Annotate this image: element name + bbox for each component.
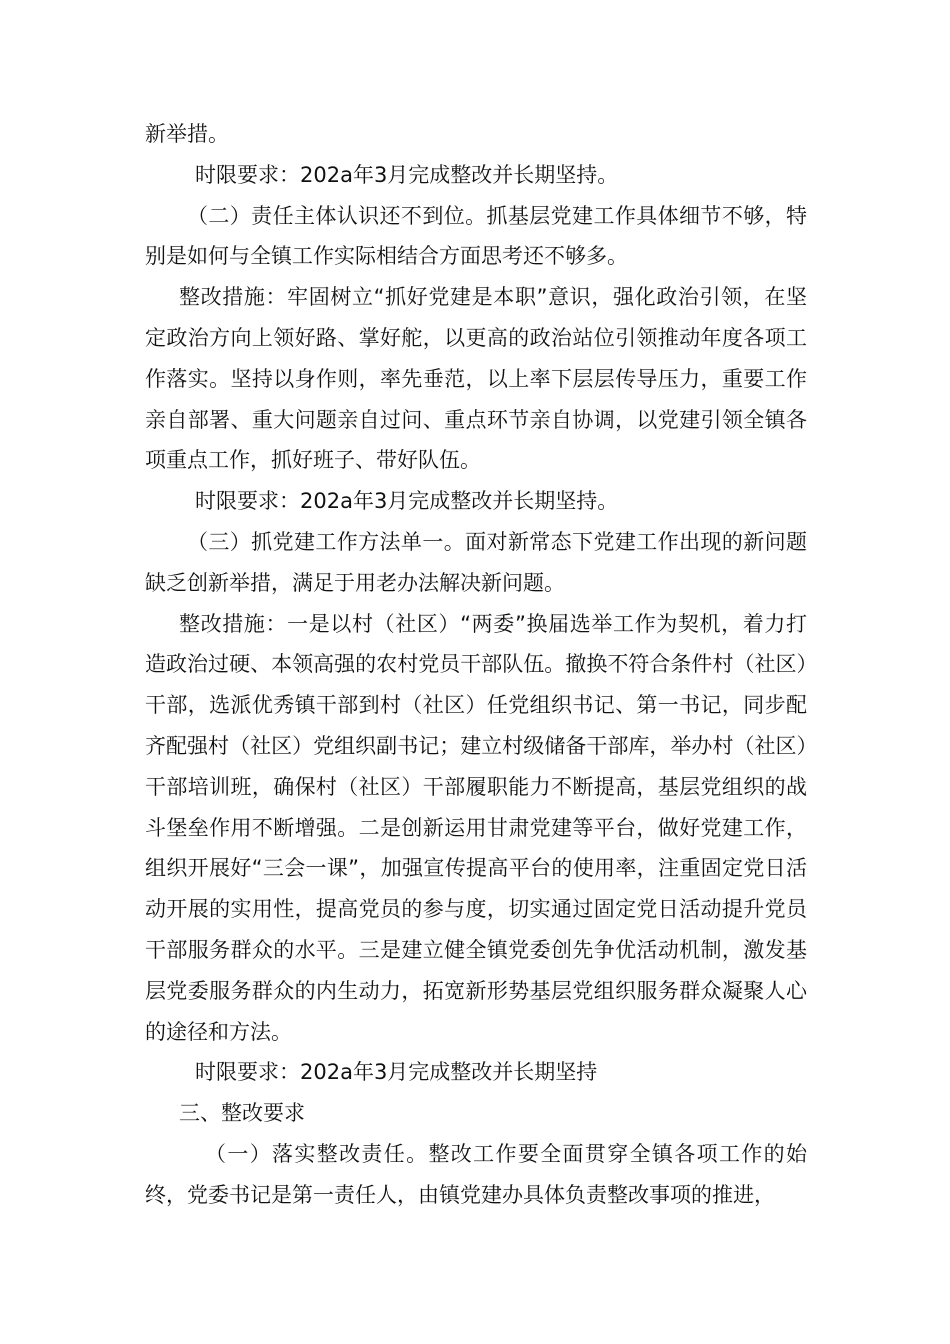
deadline-requirement-1: 时限要求：202a年3月完成整改并长期坚持。	[195, 162, 619, 187]
issue-heading-2: （二）责任主体认识还不到位。抓基层党建工作具体细节不够，特别是如何与全镇工作实际相结合方面思考还不够多。	[145, 203, 807, 269]
issue-heading-3: （三）抓党建工作方法单一。面对新常态下党建工作出现的新问题缺乏创新举措，满足于用老办法解决新问题。	[145, 529, 807, 595]
rectification-measures-3: 整改措施：一是以村（社区）“两委”换届选举工作为契机，着力打造政治过硬、本领高强的农村党员干部队伍。撤换不符合条件村（社区）干部，选派优秀镇干部到村（社区）任党组织书记、第一书记，同步配齐配强村（社区）党组织副书记；建立村级储备干部库，举办村（社区）干部培训班，确保村（社区）干部履职能力不断提高，基层党组织的战斗堡垒作用不断增强。二是创新运用甘肃党建等平台，做好党建工作，组织开展好“三会一课”，加强宣传提高平台的使用率，注重固定党日活动开展的实用性，提高党员的参与度，切实通过固定党日活动提升党员干部服务群众的水平。三是建立健全镇党委创先争优活动机制，激发基层党委服务群众的内生动力，拓宽新形势基层党组织服务群众凝聚人心的途径和方法。	[145, 611, 807, 1044]
requirement-1: （一）落实整改责任。整改工作要全面贯穿全镇各项工作的始终，党委书记是第一责任人，由镇党建办具体负责整改事项的推进，	[145, 1141, 807, 1207]
deadline-requirement-3: 时限要求：202a年3月完成整改并长期坚持	[195, 1060, 598, 1085]
deadline-requirement-2: 时限要求：202a年3月完成整改并长期坚持。	[195, 489, 619, 514]
document-body	[145, 114, 807, 1216]
paragraph-continuation: 新举措。	[145, 122, 229, 146]
rectification-measures-2: 整改措施：牢固树立“抓好党建是本职”意识，强化政治引领，在坚定政治方向上领好路、掌好舵，以更高的政治站位引领推动年度各项工作落实。坚持以身作则，率先垂范，以上率下层层传导压力，重要工作亲自部署、重大问题亲自过问、重点环节亲自协调，以党建引领全镇各项重点工作，抓好班子、带好队伍。	[145, 285, 807, 473]
section-heading-requirements: 三、整改要求	[179, 1101, 305, 1126]
